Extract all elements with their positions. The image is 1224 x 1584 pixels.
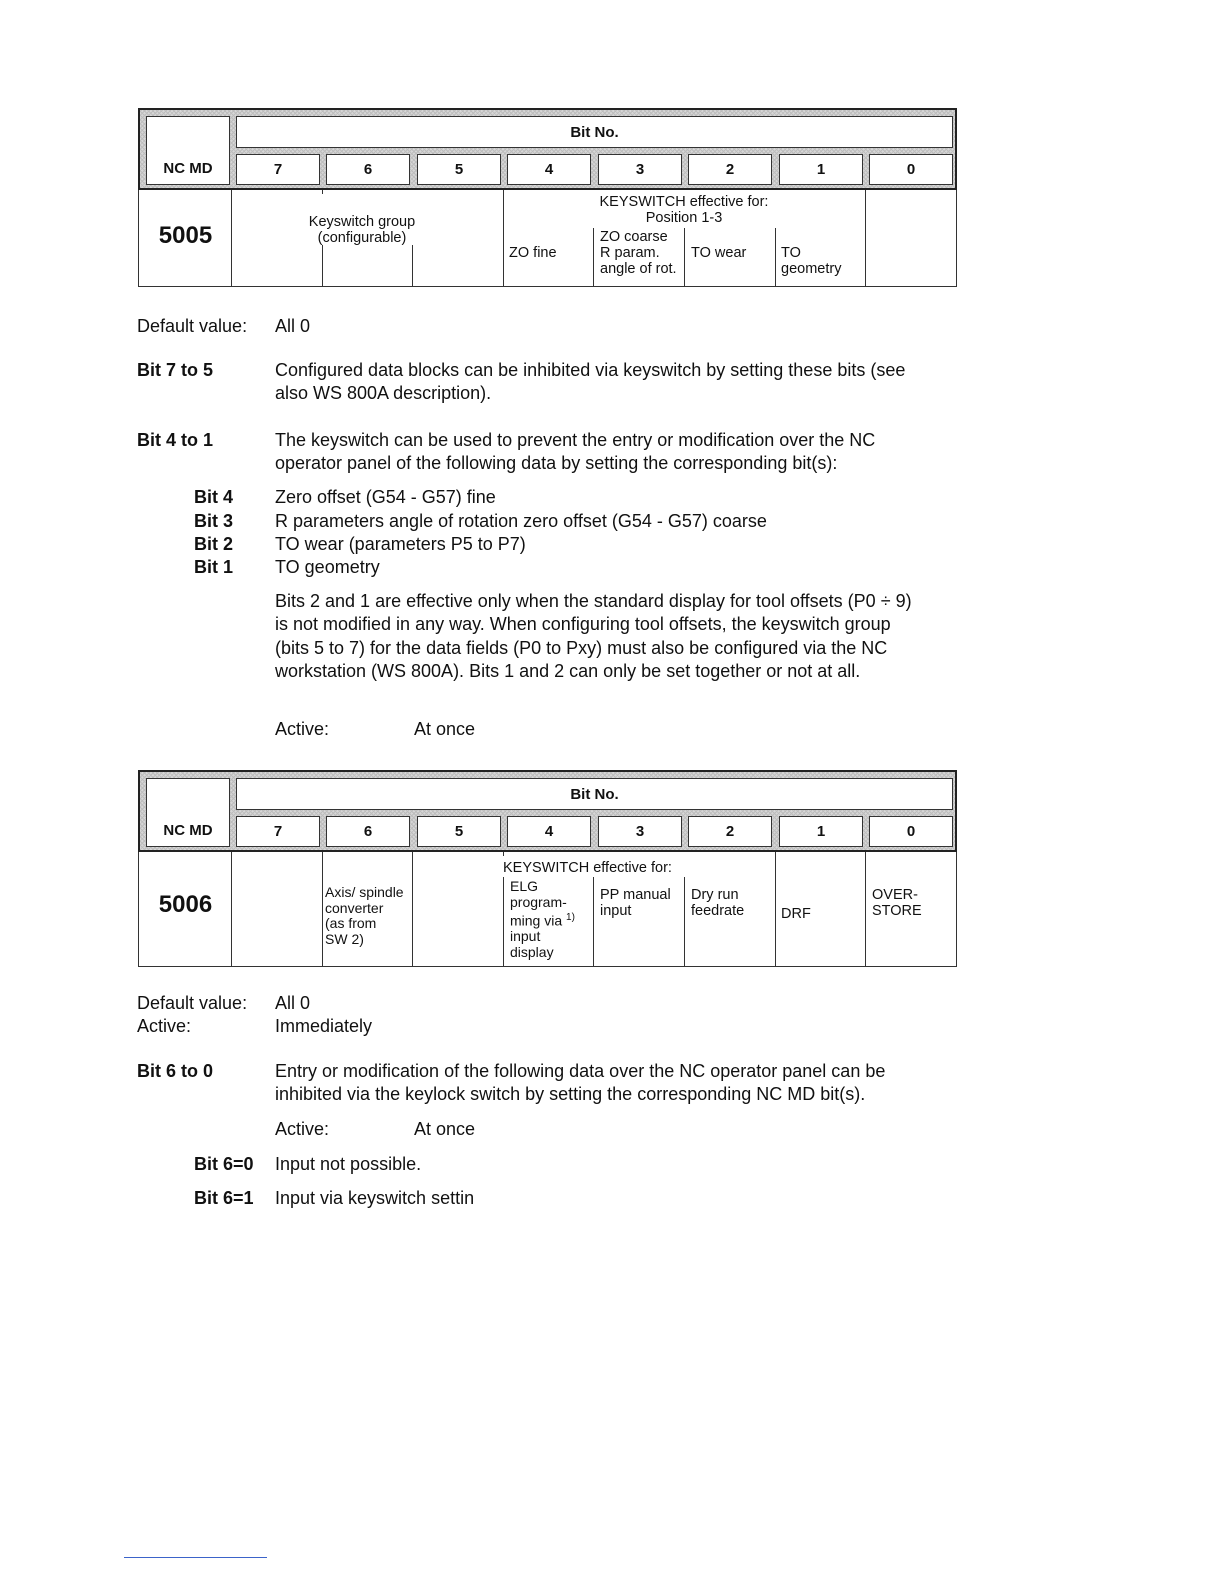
bit-no-header: Bit No. — [236, 778, 953, 810]
active-label-2: Active: — [137, 1016, 192, 1036]
bit-6-eq-0-label: Bit 6=0 — [194, 1154, 254, 1174]
bit-header-5: 5 — [417, 154, 501, 185]
bit-6-eq-1-text: Input via keyswitch settin — [275, 1188, 475, 1208]
bit-1-text: TO geometry — [275, 557, 380, 577]
bit-6-eq-0-text: Input not possible. — [275, 1154, 422, 1174]
cell-bit3-zo-coarse: ZO coarse R param. angle of rot. — [600, 229, 677, 277]
tool-offset-note: Bits 2 and 1 are effective only when the standard display for tool offsets (P0 ÷ 9) is not modified in any way. When configuring tool offsets, the keyswitch group (bits 5 to 7) for the data fields (P0 to Pxy) must also be configured via the NC workstation (WS 800A). Bits 1 and 2 can only be set together or not at all. — [275, 591, 912, 681]
table-body — [138, 190, 957, 287]
nc-md-header-cell — [146, 116, 230, 185]
bit-header-2: 2 — [688, 154, 772, 185]
bit-6-to-0-text: Entry or modification of the following data over the NC operator panel can be inhibited via the keylock switch by setting the corresponding NC MD bit(s). — [275, 1061, 886, 1105]
keyswitch-group-label: Keyswitch group (configurable) — [308, 214, 416, 246]
cell-bit6-axis-spindle-converter: Axis/ spindle converter (as from SW 2) — [325, 884, 404, 947]
bit-7-to-5-label: Bit 7 to 5 — [137, 360, 214, 380]
bit-header-7: 7 — [236, 816, 320, 847]
table-header — [138, 770, 957, 852]
active-value-3: At once — [414, 1119, 476, 1139]
cell-bit1-drf: DRF — [781, 906, 811, 922]
footnote-separator — [124, 1557, 267, 1558]
table-body — [138, 852, 957, 967]
bit-header-0: 0 — [869, 154, 953, 185]
default-value-label: Default value: — [137, 316, 248, 336]
nc-md-5005-table — [138, 108, 957, 287]
bit-header-4: 4 — [507, 816, 591, 847]
default-value: All 0 — [275, 316, 311, 336]
nc-md-label: NC MD — [163, 822, 213, 839]
nc-md-header-cell — [146, 778, 230, 847]
bit-header-5: 5 — [417, 816, 501, 847]
active-value: At once — [414, 719, 476, 739]
bit-4-to-1-label: Bit 4 to 1 — [137, 430, 214, 450]
cell-bit2-dry-run-feedrate: Dry run feedrate — [691, 887, 745, 919]
keyswitch-effective-label: KEYSWITCH effective for: Position 1-3 — [599, 194, 769, 226]
bit-header-1: 1 — [779, 154, 863, 185]
bit-3-text: R parameters angle of rotation zero offset (G54 - G57) coarse — [275, 511, 767, 531]
bit-header-4: 4 — [507, 154, 591, 185]
bit-header-7: 7 — [236, 154, 320, 185]
md-number: 5005 — [158, 222, 213, 249]
bit-6-to-0-label: Bit 6 to 0 — [137, 1061, 214, 1081]
bit-header-1: 1 — [779, 816, 863, 847]
bit-4-label: Bit 4 — [194, 487, 234, 507]
bit-header-0: 0 — [869, 816, 953, 847]
cell-bit3-pp-manual-input: PP manual input — [600, 887, 671, 919]
active-label: Active: — [275, 719, 330, 739]
footnote-ref: 1) — [566, 912, 575, 923]
bit-4-to-1-text: The keyswitch can be used to prevent the entry or modification over the NC operator panel of the following data by setting the corresponding bit(s): — [275, 430, 876, 474]
default-value-label-2: Default value: — [137, 993, 248, 1013]
cell-bit4-zo-fine: ZO fine — [509, 245, 557, 261]
bit-2-label: Bit 2 — [194, 534, 234, 554]
bit-7-to-5-text: Configured data blocks can be inhibited via keyswitch by setting these bits (see also WS 800A description). — [275, 360, 906, 404]
cell-bit4-elg-programming: ELG program- ming via $^{1)}$ input display — [510, 878, 575, 960]
bit-3-label: Bit 3 — [194, 511, 234, 531]
default-value-2: All 0 — [275, 993, 311, 1013]
bit-header-6: 6 — [326, 816, 410, 847]
active-value-2: Immediately — [275, 1016, 373, 1036]
bit-2-text: TO wear (parameters P5 to P7) — [275, 534, 526, 554]
cell-bit2-to-wear: TO wear — [691, 245, 747, 261]
cell-bit0-overstore: OVER- STORE — [872, 887, 922, 919]
bit-header-3: 3 — [598, 154, 682, 185]
bit-4-text: Zero offset (G54 - G57) fine — [275, 487, 496, 507]
bit-header-2: 2 — [688, 816, 772, 847]
active-label-3: Active: — [275, 1119, 330, 1139]
md-number: 5006 — [158, 891, 213, 918]
keyswitch-effective-label: KEYSWITCH effective for: — [503, 860, 672, 876]
bit-1-label: Bit 1 — [194, 557, 234, 577]
nc-md-label: NC MD — [163, 160, 213, 177]
table-header — [138, 108, 957, 190]
bit-header-6: 6 — [326, 154, 410, 185]
nc-md-5006-table — [138, 770, 957, 967]
bit-6-eq-1-label: Bit 6=1 — [194, 1188, 254, 1208]
bit-header-3: 3 — [598, 816, 682, 847]
cell-bit1-to-geometry: TO geometry — [781, 245, 842, 277]
bit-no-header: Bit No. — [236, 116, 953, 148]
